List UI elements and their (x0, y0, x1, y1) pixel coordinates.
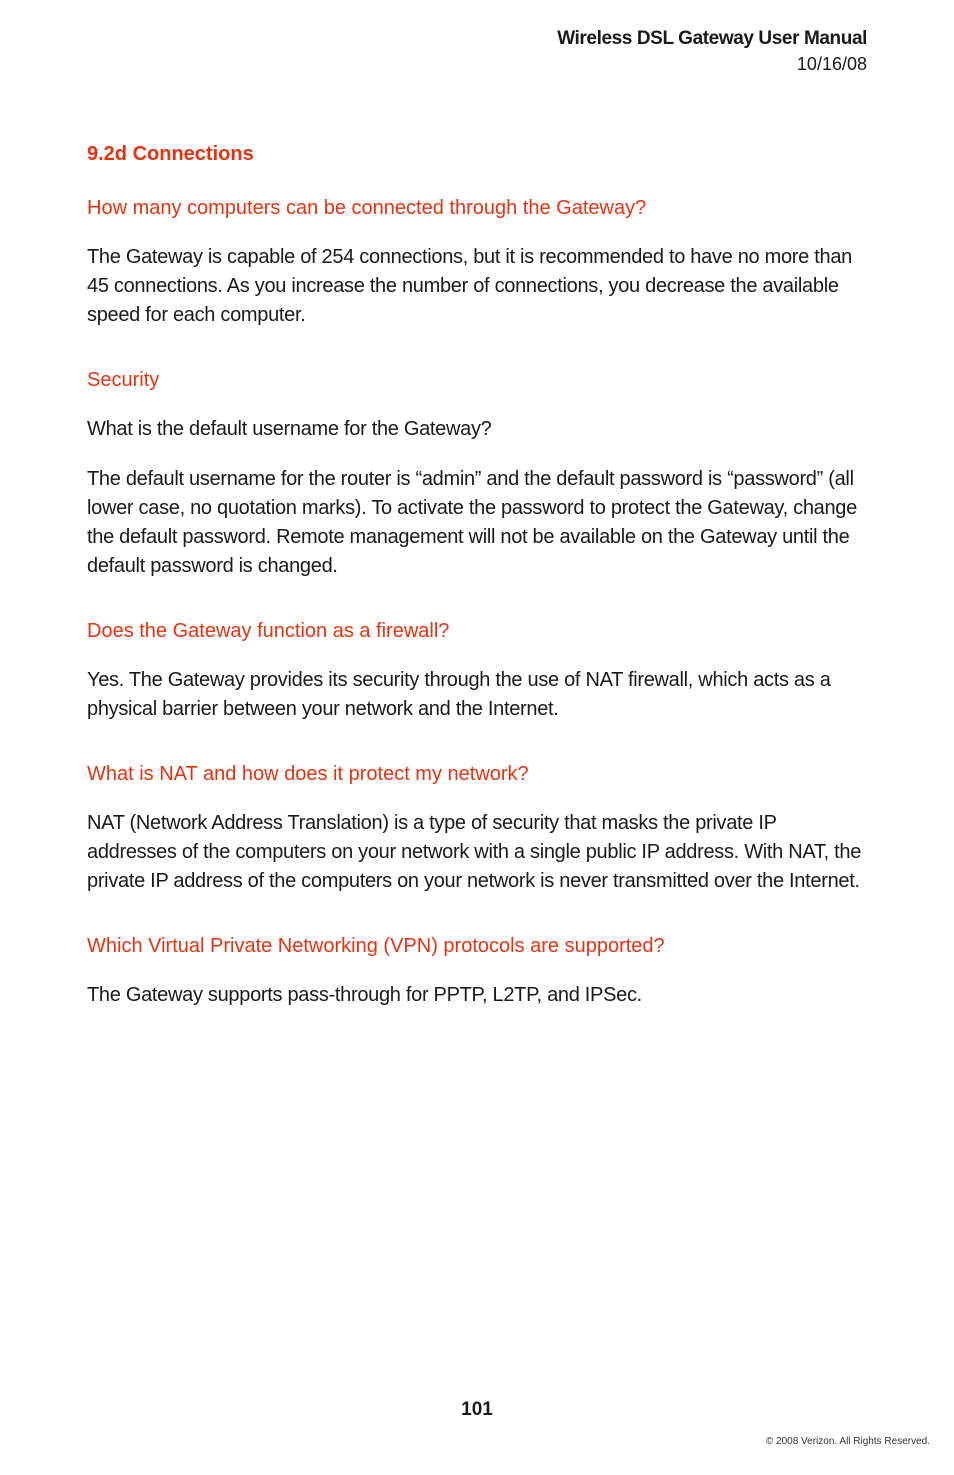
faq-subquestion: What is the default username for the Gateway? (87, 418, 492, 440)
manual-title: Wireless DSL Gateway User Manual (557, 28, 867, 49)
faq-question: Which Virtual Private Networking (VPN) protocols are supported? (87, 935, 665, 957)
faq-question: Security (87, 369, 160, 391)
faq-question: How many computers can be connected through the Gateway? (87, 197, 647, 219)
faq-answer: The Gateway supports pass-through for PPTP, L2TP, and IPSec. (87, 984, 642, 1006)
faq-answer: Yes. The Gateway provides its security through the use of NAT firewall, which acts as a physical barrier between your network and the Internet. (87, 669, 831, 720)
page-content (87, 140, 867, 1031)
faq-block (87, 366, 867, 581)
page-header (557, 26, 867, 76)
faq-question: What is NAT and how does it protect my network? (87, 763, 529, 785)
page-number: 101 (461, 1399, 493, 1420)
manual-date: 10/16/08 (796, 54, 867, 74)
faq-answer: The default username for the router is “admin” and the default password is “password” (all lower case, no quotation marks). To activate the password to protect the Gateway, change the default password. Remote management will not be available on the Gateway until the default password is changed. (87, 468, 857, 577)
faq-question: Does the Gateway function as a firewall? (87, 620, 450, 642)
faq-answer: The Gateway is capable of 254 connections, but it is recommended to have no more than 45 connections. As you increase the number of connections, you decrease the available speed for each computer. (87, 246, 852, 326)
faq-block (87, 760, 867, 896)
faq-block (87, 932, 867, 1010)
faq-block (87, 617, 867, 724)
faq-block (87, 194, 867, 330)
copyright-notice: © 2008 Verizon. All Rights Reserved. (765, 1436, 930, 1447)
section-title: 9.2d Connections (87, 143, 254, 165)
faq-answer: NAT (Network Address Translation) is a type of security that masks the private IP addresses of the computers on your network with a single public IP address. With NAT, the private IP address of the computers on your network is never transmitted over the Internet. (87, 812, 862, 892)
